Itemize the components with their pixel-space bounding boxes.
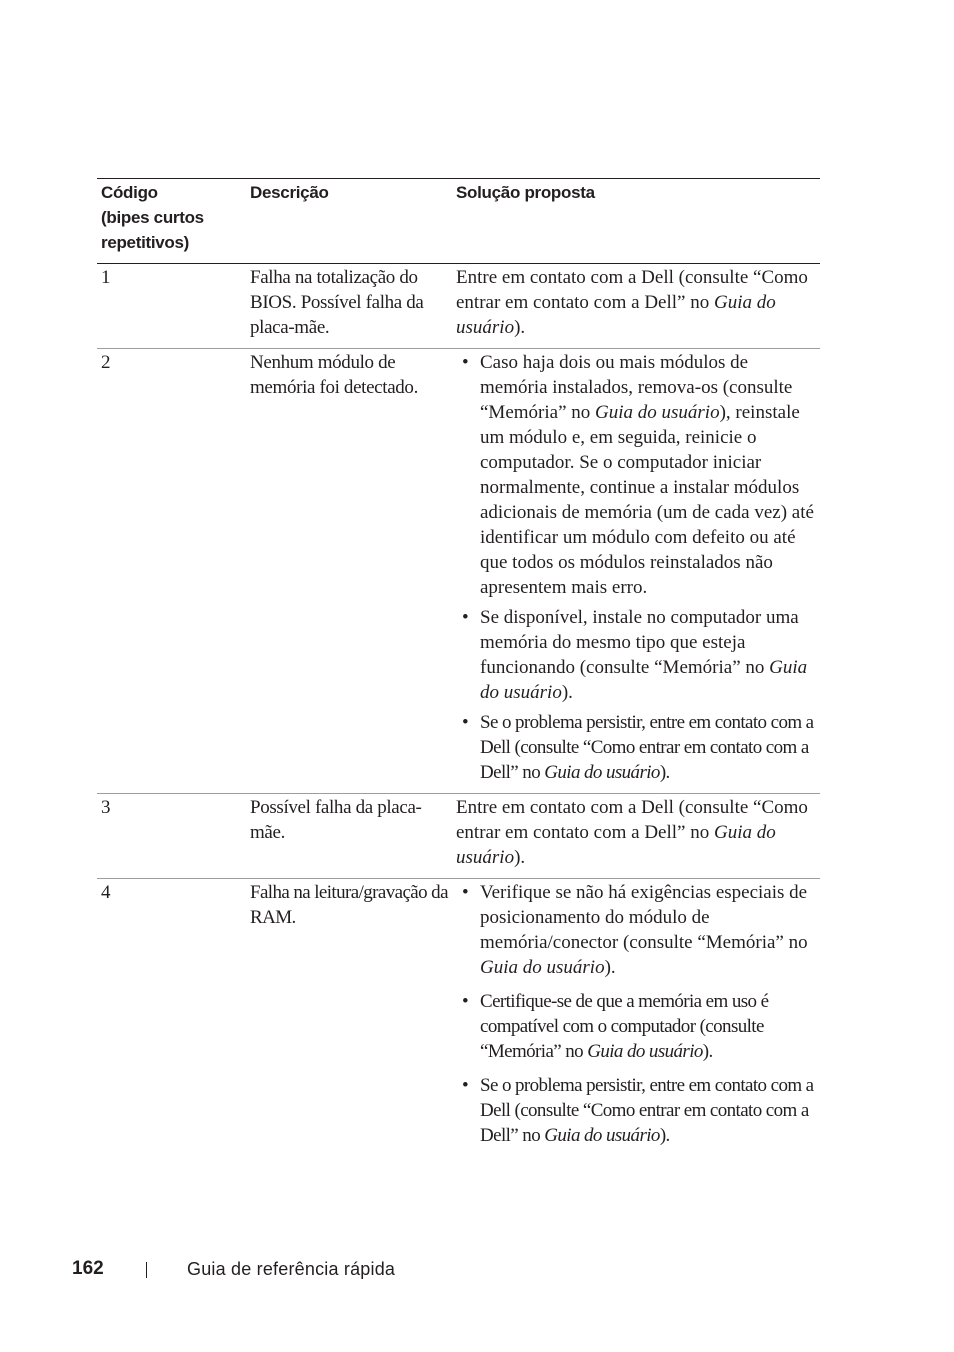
solution-text-end: ). [659, 762, 670, 783]
page-footer [0, 1256, 954, 1282]
guide-reference: Guia do usuário [595, 402, 720, 423]
solution-text-end: ). [659, 1125, 670, 1146]
list-item [456, 1073, 816, 1148]
solution-text: Entre em contato com a Dell (consulte “Como entrar em contato com a Dell” no [456, 267, 808, 313]
table-row [97, 879, 820, 1157]
cell-code: 2 [97, 349, 246, 794]
solution-text: Se disponível, instale no computador uma memória do mesmo tipo que esteja funcionando (consulte “Memória” no [480, 607, 799, 678]
table-header-row [97, 179, 820, 264]
cell-code: 3 [97, 794, 246, 879]
header-code [97, 179, 246, 264]
list-item [456, 880, 816, 980]
guide-reference: Guia do usuário [544, 1125, 660, 1146]
table-row [97, 794, 820, 879]
beep-code-table [97, 178, 820, 1156]
solution-text-end: ). [561, 682, 573, 703]
cell-code: 1 [97, 264, 246, 349]
solution-text: Verifique se não há exigências especiais de posicionamento do módulo de memória/conector (consulte “Memória” no [480, 882, 808, 953]
footer-divider [146, 1262, 147, 1278]
solution-text-end: ). [702, 1041, 713, 1062]
cell-code: 4 [101, 882, 111, 903]
list-item [456, 350, 816, 600]
guide-reference: Guia do usuário [456, 292, 776, 338]
guide-reference: Guia do usuário [544, 762, 660, 783]
solution-list [456, 880, 816, 1148]
page-number: 162 [72, 1258, 104, 1279]
cell-description: Falha na totalização do BIOS. Possível falha da placa-mãe. [246, 264, 452, 349]
cell-solution [452, 794, 820, 879]
list-item [456, 605, 816, 705]
cell-solution [452, 264, 820, 349]
header-code-line3: repetitivos) [101, 233, 190, 252]
table-row [97, 264, 820, 349]
cell-solution [452, 349, 820, 794]
solution-list [456, 350, 816, 785]
solution-text-end: ). [514, 317, 526, 338]
guide-reference: Guia do usuário [480, 657, 808, 703]
list-item [456, 989, 816, 1064]
solution-text-end: ). [604, 957, 616, 978]
solution-text: Certifique-se de que a memória em uso é compatível com o computador (consulte “Memória” no [480, 991, 769, 1062]
cell-description: Possível falha da placa-mãe. [246, 794, 452, 879]
list-item [456, 710, 816, 785]
solution-text: Se o problema persistir, entre em contato com a Dell (consulte “Como entrar em contato com a Dell” no [480, 712, 814, 783]
header-code-line1: Código [101, 183, 158, 202]
solution-text-end: ). [514, 847, 526, 868]
header-description: Descrição [246, 179, 452, 264]
table-row [97, 349, 820, 794]
cell-solution [452, 879, 820, 1157]
cell-description: Nenhum módulo de memória foi detectado. [246, 349, 452, 794]
cell-description: Falha na leitura/gravação da RAM. [250, 882, 448, 928]
header-code-line2: (bipes curtos [101, 208, 204, 227]
solution-text: Caso haja dois ou mais módulos de memória instalados, remova-os (consulte “Memória” no [480, 352, 793, 423]
guide-reference: Guia do usuário [587, 1041, 703, 1062]
guide-reference: Guia do usuário [480, 957, 605, 978]
guide-reference: Guia do usuário [456, 822, 776, 868]
solution-text: Entre em contato com a Dell (consulte “Como entrar em contato com a Dell” no [456, 797, 808, 843]
header-solution: Solução proposta [452, 179, 820, 264]
solution-text: Se o problema persistir, entre em contato com a Dell (consulte “Como entrar em contato com a Dell” no [480, 1075, 814, 1146]
footer-title: Guia de referência rápida [187, 1259, 396, 1279]
solution-text-end: ), reinstale um módulo e, em seguida, reinicie o computador. Se o computador iniciar normalmente, continue a instalar módulos adicionais de memória (um de cada vez) até identificar um módulo com defeito ou até que todos os módulos reinstalados não apresentem mais erro. [480, 402, 814, 598]
